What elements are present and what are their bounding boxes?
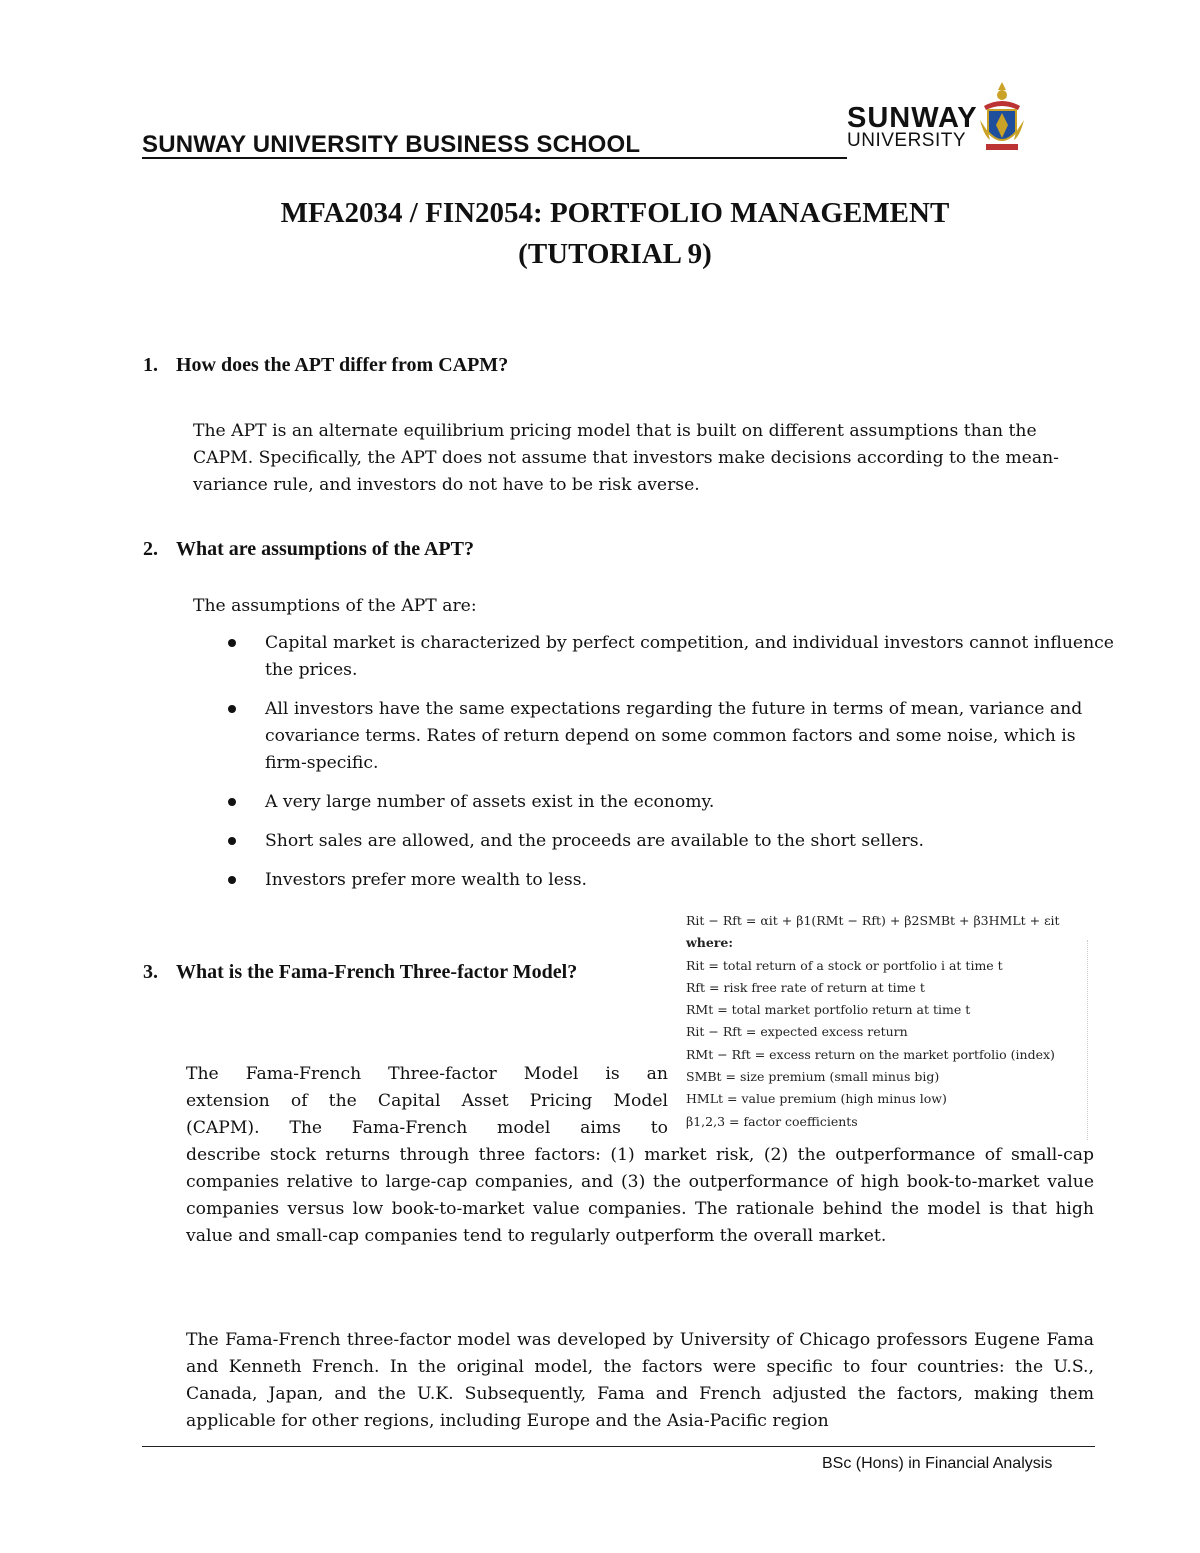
document-subtitle: (TUTORIAL 9) [518, 238, 712, 270]
question-text: How does the APT differ from CAPM? [176, 354, 509, 376]
formula-definition: HMLt = value premium (high minus low) [686, 1091, 947, 1107]
list-item: Short sales are allowed, and the proceeds are available to the short sellers. [228, 828, 1118, 855]
answer-3-continued: describe stock returns through three factors: (1) market risk, (2) the outperformance of small-cap companies relative to large-cap companies, and (3) the outperformance of high book-to-market value companies versus low book-to-market value companies. The rationale behind the model is that high value and small-cap companies tend to regularly outperform the overall market. [186, 1145, 1094, 1246]
bullet-icon [228, 798, 236, 806]
list-item: A very large number of assets exist in the economy. [228, 789, 1118, 816]
list-item: All investors have the same expectations regarding the future in terms of mean, variance and covariance terms. Rates of return depend on some common factors and some noise, which is firm-specific. [228, 696, 1118, 777]
logo-wordmark-bottom: UNIVERSITY [847, 130, 967, 151]
answer-1: The APT is an alternate equilibrium pricing model that is built on different assumptions than the CAPM. Specifically, the APT does not assume that investors make decisions according to the mean-variance rule, and investors do not have to be risk averse. [193, 421, 1059, 495]
question-1 [143, 354, 508, 377]
formula-definition: Rit = total return of a stock or portfolio i at time t [686, 957, 1003, 973]
assumptions-list [228, 630, 1118, 906]
formula-definition: β1,2,3 = factor coefficients [686, 1113, 858, 1129]
answer-3-history: The Fama-French three-factor model was developed by University of Chicago professors Eugene Fama and Kenneth French. In the original model, the factors were specific to four countries: the U.S., Canada, Japan, and the U.K. Subsequently, Fama and French adjusted the factors, making them applicable for other regions, including Europe and the Asia-Pacific region [186, 1330, 1094, 1431]
fama-french-formula [686, 910, 1086, 1133]
bullet-icon [228, 837, 236, 845]
document-title: MFA2034 / FIN2054: PORTFOLIO MANAGEMENT [280, 197, 950, 229]
formula-where: where: [686, 935, 733, 951]
answer-3-left: The Fama-French Three-factor Model is an extension of the Capital Asset Pricing Model (CAPM). The Fama-French model aims to [186, 1064, 668, 1138]
question-2 [143, 538, 474, 561]
formula-definition: Rft = risk free rate of return at time t [686, 979, 925, 995]
formula-definition: RMt − Rft = excess return on the market portfolio (index) [686, 1046, 1055, 1062]
footer-programme: BSc (Hons) in Financial Analysis [822, 1455, 1053, 1472]
list-item: Investors prefer more wealth to less. [228, 867, 1118, 894]
header-underline [142, 157, 847, 159]
answer-2-intro: The assumptions of the APT are: [193, 596, 477, 616]
logo-wordmark-top: SUNWAY [847, 102, 978, 134]
bullet-icon [228, 639, 236, 647]
question-number: 3. [143, 961, 158, 983]
university-crest-icon [978, 80, 1026, 154]
question-number: 1. [143, 354, 158, 376]
list-item: Capital market is characterized by perfect competition, and individual investors cannot influence the prices. [228, 630, 1118, 684]
school-name: SUNWAY UNIVERSITY BUSINESS SCHOOL [142, 131, 641, 158]
formula-equation: Rit − Rft = αit + β1(RMt − Rft) + β2SMBt + β3HMLt + εit [686, 913, 1060, 928]
question-3 [143, 961, 577, 984]
bullet-icon [228, 876, 236, 884]
bullet-icon [228, 705, 236, 713]
formula-definition: Rit − Rft = expected excess return [686, 1024, 908, 1040]
question-number: 2. [143, 538, 158, 560]
footer-divider [142, 1446, 1095, 1447]
question-text: What is the Fama-French Three-factor Model? [176, 961, 578, 983]
formula-definition: SMBt = size premium (small minus big) [686, 1069, 940, 1085]
question-text: What are assumptions of the APT? [176, 538, 474, 560]
formula-definition: RMt = total market portfolio return at time t [686, 1002, 971, 1018]
